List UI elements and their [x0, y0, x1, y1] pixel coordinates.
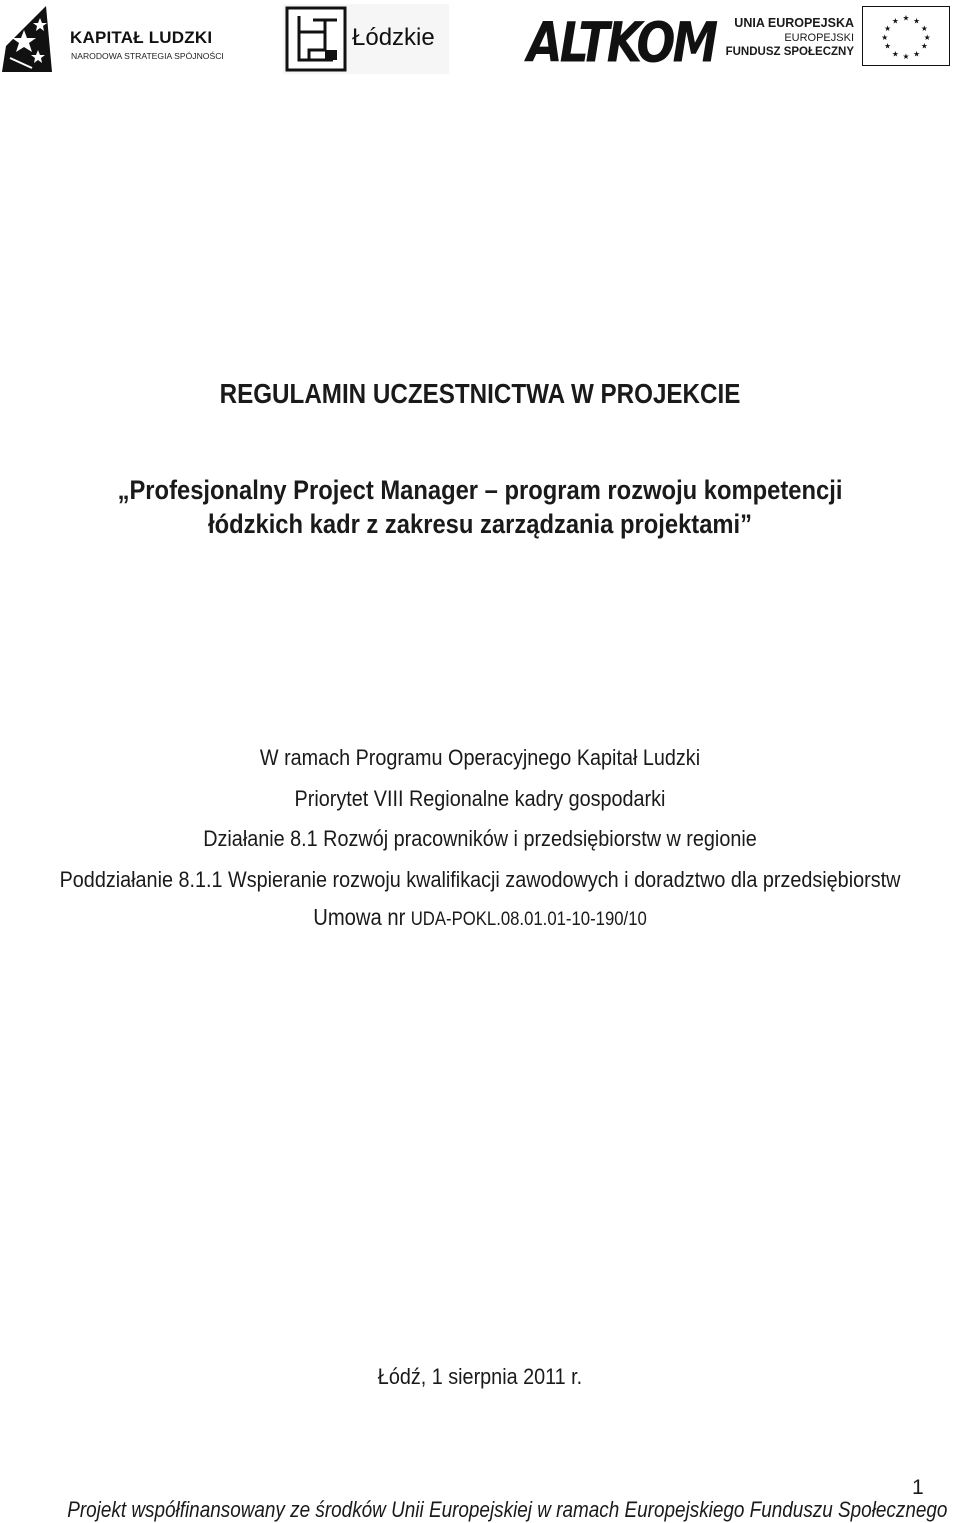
- svg-text:★: ★: [891, 49, 899, 59]
- project-name-line-1: „Profesjonalny Project Manager – program rozwoju kompetencji: [117, 475, 843, 505]
- kapital-ludzki-title: KAPITAŁ LUDZKI: [70, 28, 213, 47]
- lodzkie-logo: [283, 4, 449, 74]
- svg-text:★: ★: [902, 52, 910, 62]
- svg-text:★: ★: [913, 16, 921, 26]
- eu-line3: FUNDUSZ SPOŁECZNY: [725, 46, 854, 58]
- document-date: Łódź, 1 sierpnia 2011 r.: [377, 1364, 583, 1389]
- svg-text:★: ★: [881, 32, 889, 42]
- svg-text:★: ★: [920, 24, 928, 34]
- kapital-ludzki-star-icon: [2, 6, 54, 72]
- document-title: REGULAMIN UCZESTNICTWA W PROJEKCIE: [219, 378, 741, 409]
- svg-text:★: ★: [891, 16, 899, 26]
- eu-line1: UNIA EUROPEJSKA: [734, 16, 854, 30]
- kapital-ludzki-subtitle: NARODOWA STRATEGIA SPÓJNOŚCI: [71, 51, 224, 61]
- svg-text:★: ★: [902, 13, 910, 23]
- svg-text:★: ★: [884, 41, 892, 51]
- project-name: [58, 473, 903, 541]
- altkom-text: ALTKOM: [527, 10, 716, 75]
- lodzkie-text: Łódzkie: [352, 24, 435, 51]
- lodzkie-emblem-icon: [285, 6, 347, 72]
- svg-text:★: ★: [923, 32, 931, 42]
- program-line-action: Działanie 8.1 Rozwój pracowników i przedsiębiorstw w regionie: [203, 826, 757, 851]
- kapital-ludzki-logo: [2, 4, 234, 74]
- eu-line2: EUROPEJSKI: [784, 32, 854, 44]
- logo-bar: [0, 0, 960, 80]
- program-line-priority: Priorytet VIII Regionalne kadry gospodarki: [294, 785, 666, 811]
- contract-number-line: [58, 904, 903, 931]
- svg-text:★: ★: [884, 24, 892, 34]
- svg-text:★: ★: [920, 41, 928, 51]
- altkom-logo: [525, 4, 716, 75]
- program-line-subaction: Poddziałanie 8.1.1 Wspieranie rozwoju kwalifikacji zawodowych i doradztwo dla przedsiębiorstw: [59, 866, 901, 892]
- eu-flag-icon: [862, 6, 950, 66]
- eu-logo: [725, 4, 956, 76]
- program-line-operational: W ramach Programu Operacyjnego Kapitał Ludzki: [259, 745, 701, 770]
- program-info: [0, 742, 960, 904]
- contract-label: Umowa nr: [313, 904, 406, 930]
- footer-text: Projekt współfinansowany ze środków Unii Europejskiej w ramach Europejskiego Funduszu Społecznego: [67, 1497, 948, 1522]
- contract-number: UDA-POKL.08.01.01-10-190/10: [410, 909, 647, 930]
- svg-text:★: ★: [913, 49, 921, 59]
- project-name-line-2: łódzkich kadr z zakresu zarządzania projektami”: [207, 509, 753, 539]
- page-number: 1: [912, 1476, 924, 1499]
